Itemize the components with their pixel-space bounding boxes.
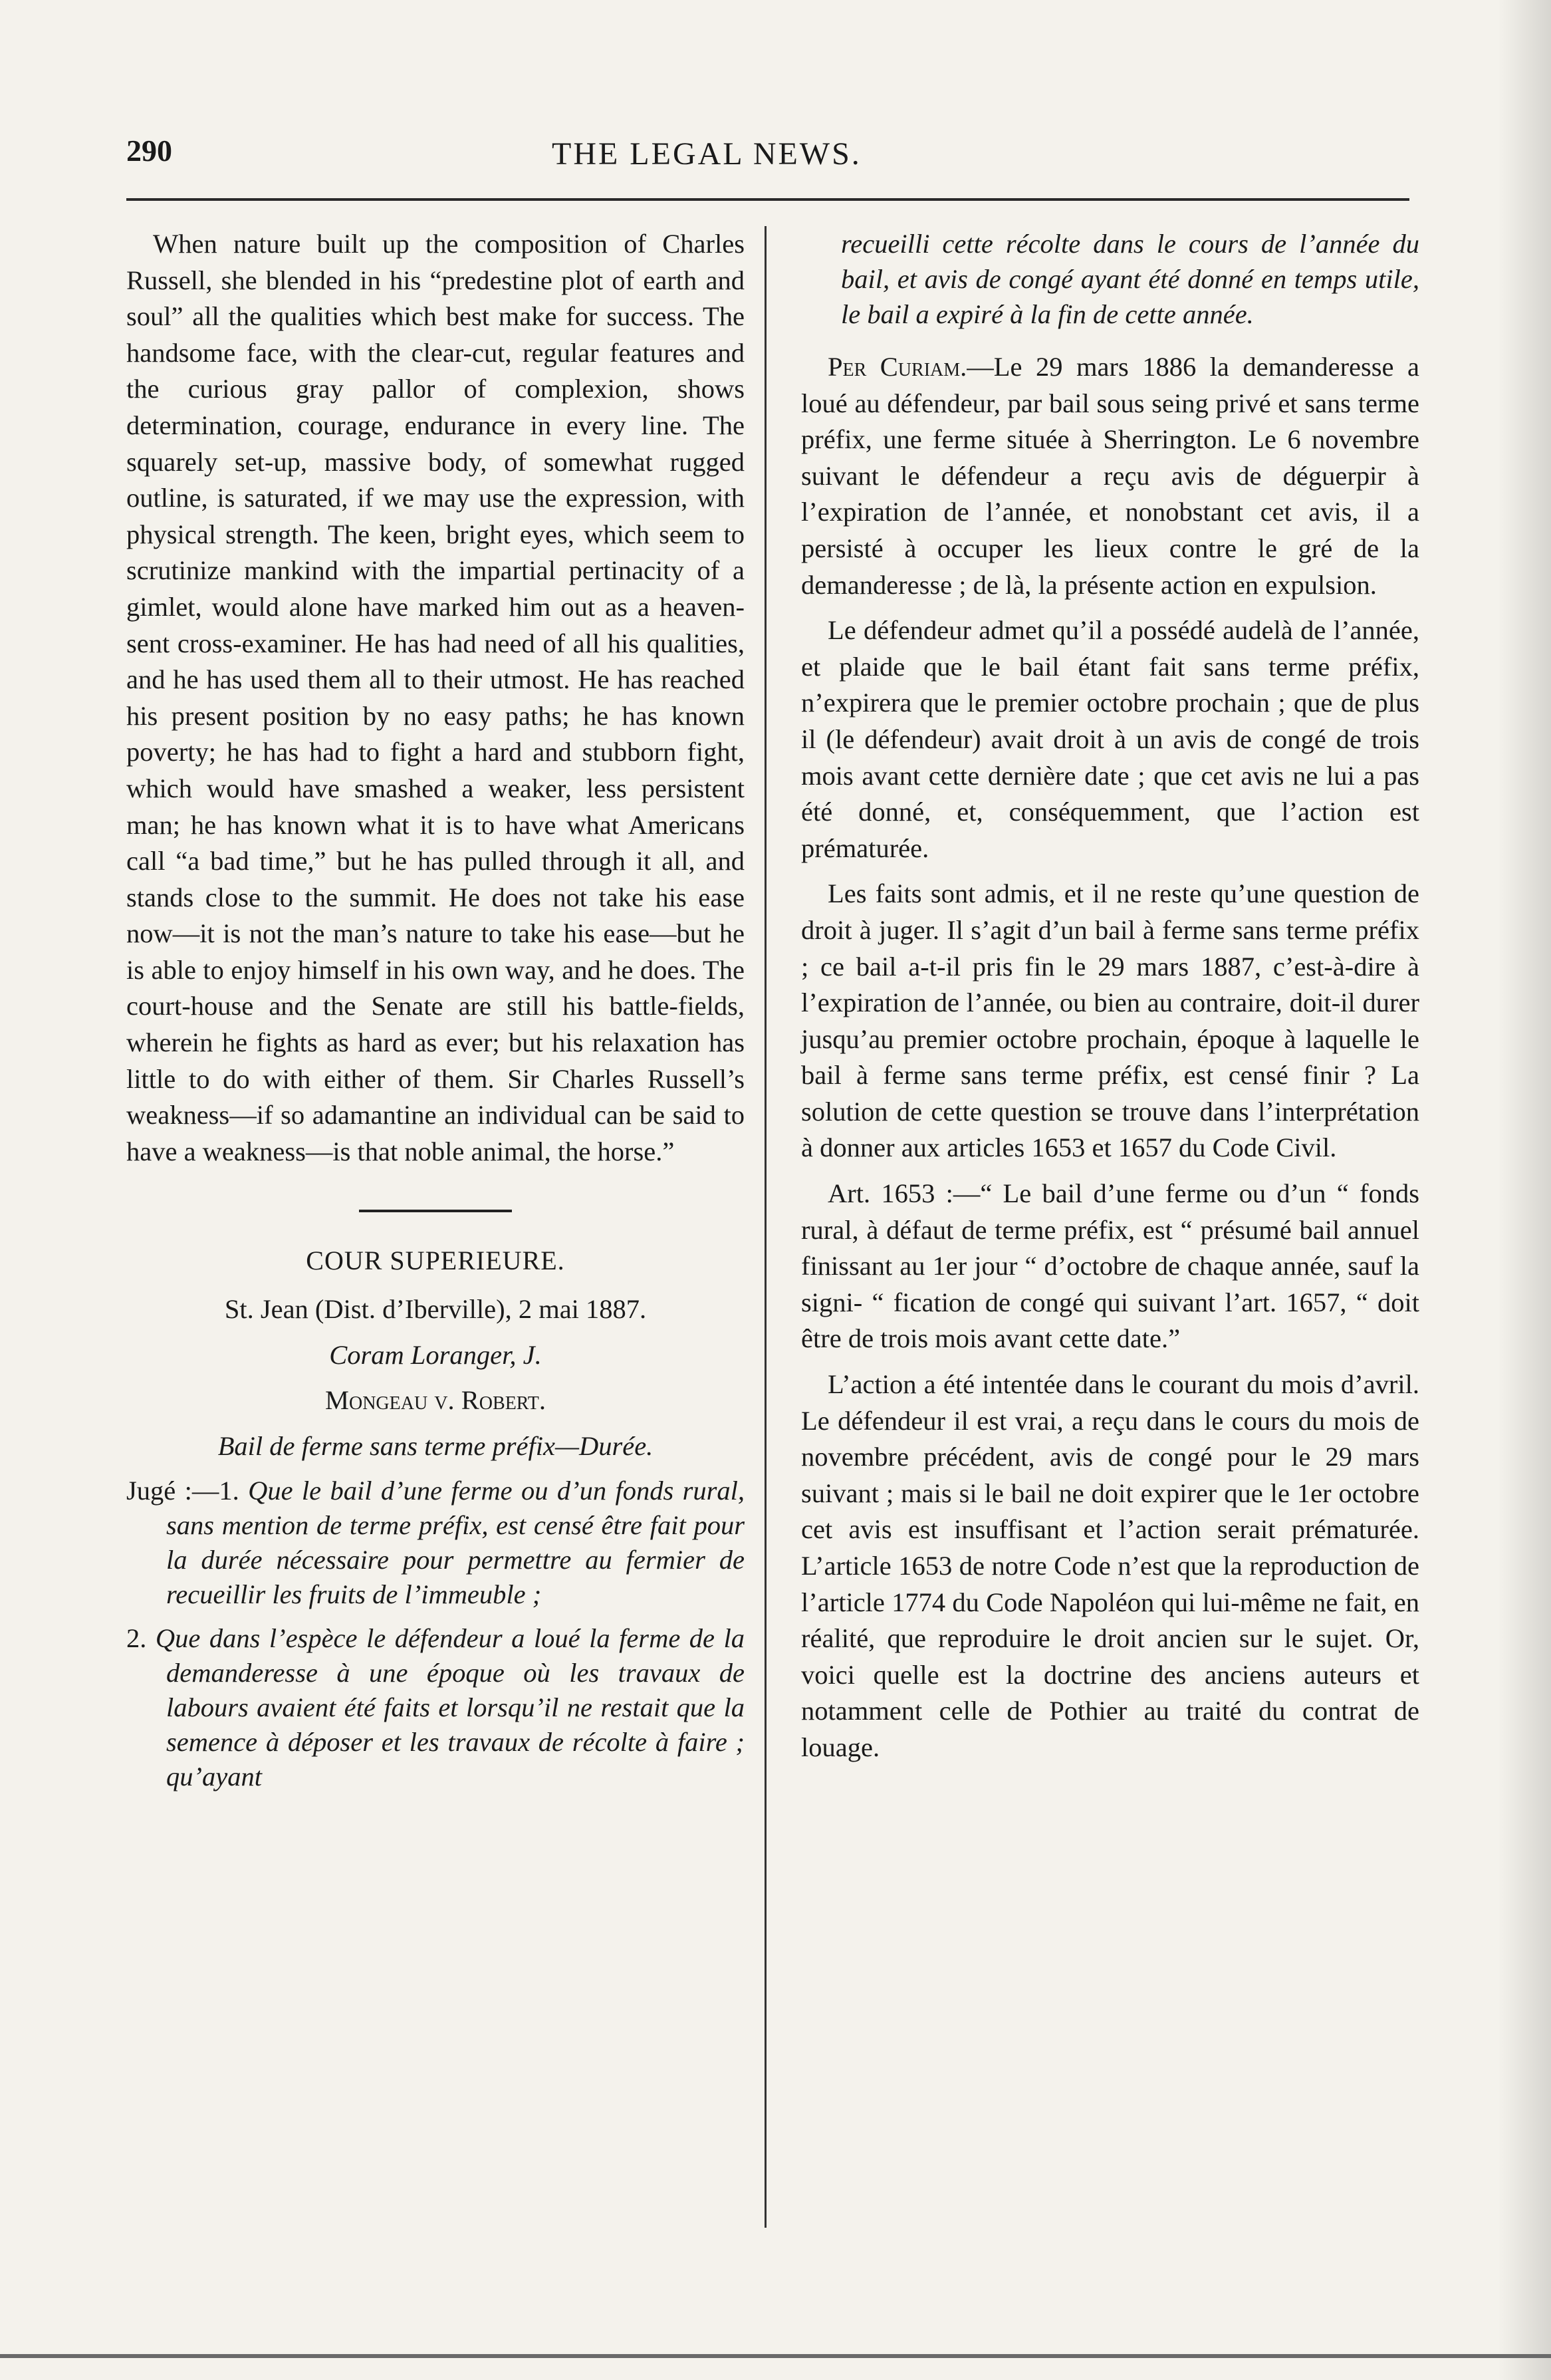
header-rule [126, 198, 1409, 201]
right-paragraph-2: Le défendeur admet qu’il a possédé audelà de l’année, et plaide que le bail étant fait sans terme préfix, n’expirera que le premier octobre prochain ; que de plus il (le défendeur) avait droit à un avis de congé de trois mois avant cette dernière date ; que cet avis ne lui a pas été donné, et, conséquemment, que l’action est prématurée. [801, 615, 1419, 863]
right-paragraph-4: Art. 1653 :—“ Le bail d’une ferme ou d’un “ fonds rural, à défaut de terme préfix, est “ présumé bail annuel finissant au 1er jour “ d’octobre de chaque année, sauf la signi- “ fication de congé qui suivant l’art. 1657, “ doit être de trois mois avant cette date.” [801, 1178, 1419, 1354]
page-number: 290 [126, 134, 172, 168]
column-divider [765, 226, 767, 2228]
holding-2 [126, 1621, 745, 1794]
holding-1 [126, 1474, 745, 1612]
right-paragraph-1 [801, 349, 1419, 603]
left-paragraph-1: When nature built up the composition of Charles Russell, she blended in his “predestine plot of earth and soul” all the qualities which best make for success. The handsome face, with the clear-cut, regular features and the curious gray pallor of complexion, shows determination, courage, endurance in every line. The squarely set-up, massive body, of somewhat rugged outline, is saturated, if we may use the expression, with physical strength. The keen, bright eyes, which seem to scrutinize mankind with the impartial pertinacity of a gimlet, would alone have marked him out as a heaven-sent cross-examiner. He has had need of all his qualities, and he has used them all to their utmost. He has reached his present position by no easy paths; he has known poverty; he has had to fight a hard and stubborn fight, which would have smashed a weaker, less persistent man; he has known what it is to have what Americans call “a bad time,” but he has pulled through it all, and stands close to the summit. He does not take his ease now—it is not the man’s nature to take his ease—but he is able to enjoy himself in his own way, and he does. The court-house and the Senate are still his battle-fields, wherein he fights as hard as ever; but his relaxation has little to do with either of them. Sir Charles Russell’s weakness—if so adamantine an individual can be said to have a weakness—is that noble animal, the horse.” [126, 229, 745, 1166]
left-column [126, 226, 745, 1794]
holding-2-lead: 2. [126, 1623, 147, 1654]
holding-continuation: recueilli cette récolte dans le cours de l’année du bail, et avis de congé ayant été donné en temps utile, le bail a expiré à la fin de cette année. [841, 229, 1419, 329]
scan-edge-shadow [1498, 0, 1551, 2380]
subject-heading: Bail de ferme sans terme préfix—Durée. [217, 1430, 654, 1461]
scan-bottom-edge [0, 2354, 1551, 2358]
holding-1-text: Que le bail d’une ferme ou d’un fonds rural, sans mention de terme préfix, est censé être fait pour la durée nécessaire pour permettre au fermier de recueillir les fruits de l’immeuble ; [166, 1476, 745, 1610]
section-divider [359, 1210, 512, 1212]
holding-1-lead: Jugé :—1. [126, 1476, 239, 1506]
right-paragraph-5: L’action a été intentée dans le courant du mois d’avril. Le défendeur il est vrai, a reçu dans le cours du mois de novembre précédent, avis de congé pour le 29 mars suivant ; mais si le bail ne doit expirer que le 1er octobre cet avis est insuffisant et l’action serait prématurée. L’article 1653 de notre Code n’est que la reproduction de l’article 1774 du Code Napoléon qui lui-même ne fait, en réalité, que reproduire le droit ancien sur le sujet. Or, voici quelle est la doctrine des anciens auteurs et notamment celle de Pothier au traité du contrat de louage. [801, 1369, 1419, 1762]
right-paragraph-1-text: —Le 29 mars 1886 la demanderesse a loué au défendeur, par bail sous seing privé et sans terme préfix, une ferme située à Sherrington. Le 6 novembre suivant le défendeur a reçu avis de déguerpir à l’expiration de l’année, et nonobstant cet avis, il a persisté à occuper les lieux contre le gré de la demanderesse ; de là, la présente action en expulsion. [801, 352, 1419, 600]
place-date: St. Jean (Dist. d’Iberville), 2 mai 1887. [224, 1294, 647, 1325]
parties: Mongeau v. Robert. [324, 1385, 546, 1416]
coram: Coram Loranger, J. [329, 1339, 542, 1370]
holding-2-text: Que dans l’espèce le défendeur a loué la ferme de la demanderesse à une époque où les travaux de labours avaient été faits et lorsqu’il ne restait que la semence à déposer et les travaux de récolte à faire ; qu’ayant [155, 1623, 745, 1792]
right-paragraph-3: Les faits sont admis, et il ne reste qu’une question de droit à juger. Il s’agit d’un bail à ferme sans terme préfix ; ce bail a-t-il pris fin le 29 mars 1887, c’est-à-dire à l’expiration de l’année, ou bien au contraire, doit-il durer jusqu’au premier octobre prochain, époque à laquelle le bail à ferme sans terme préfix, est censé finir ? La solution de cette question se trouve dans l’interprétation à donner aux articles 1653 et 1657 du Code Civil. [801, 878, 1419, 1163]
per-curiam-lead: Per Curiam. [828, 352, 967, 382]
right-column [801, 226, 1419, 1766]
page-header [126, 126, 1409, 186]
court-title: COUR SUPERIEURE. [306, 1246, 565, 1276]
running-head: THE LEGAL NEWS. [552, 136, 862, 172]
